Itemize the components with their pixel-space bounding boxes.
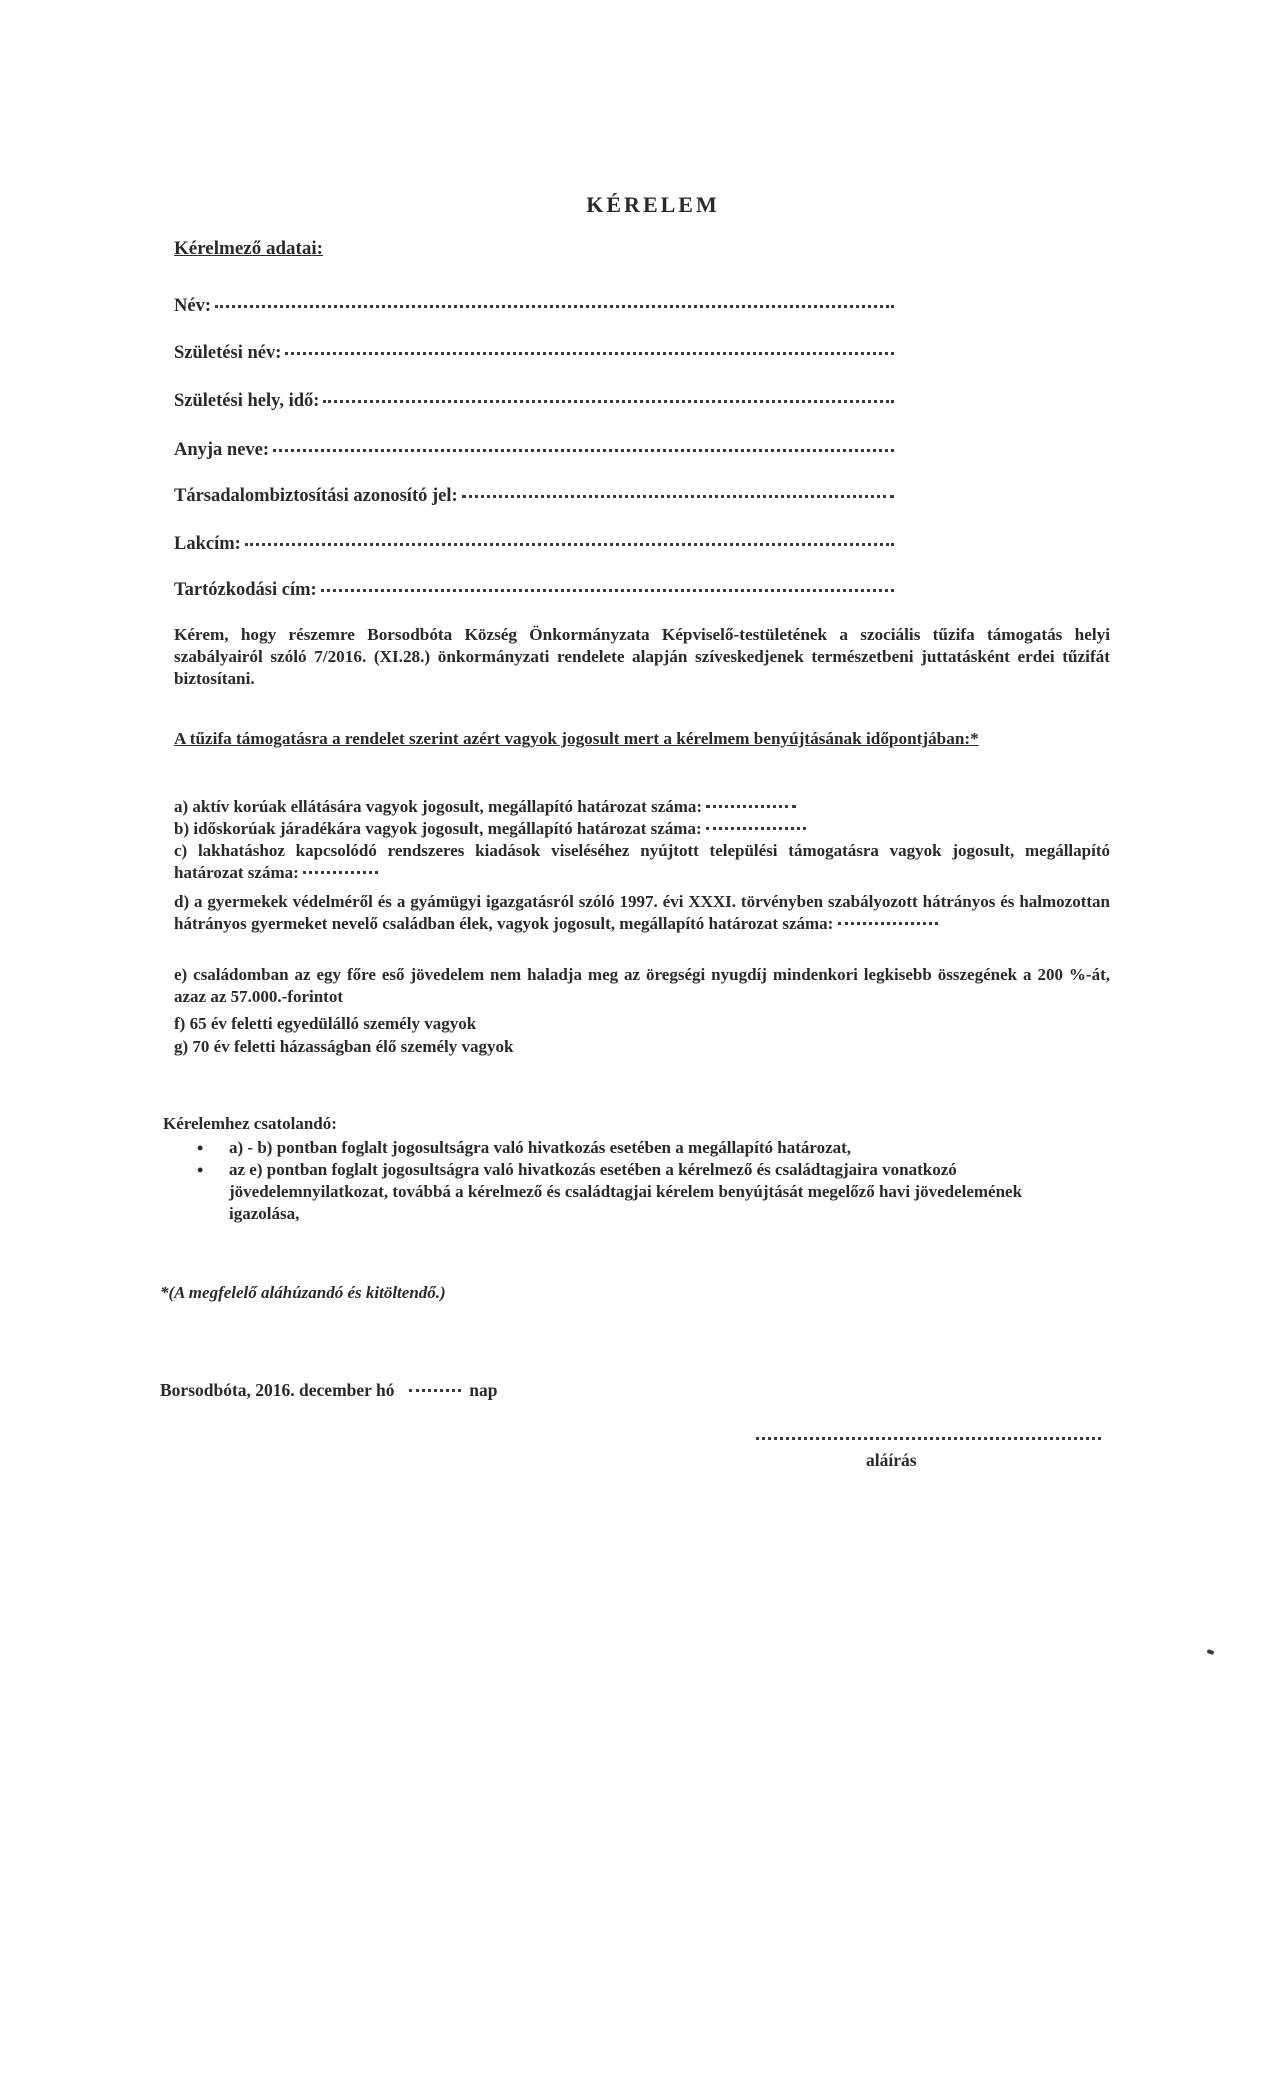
field-social-security-id [174, 486, 894, 507]
option-a[interactable]: a) aktív korúak ellátására vagyok jogosult, megállapító határozat száma: [174, 796, 1110, 818]
attachment-item: • a) - b) pontban foglalt jogosultságra való hivatkozás esetében a megállapító határozat, [219, 1137, 1095, 1159]
document-title: KÉRELEM [586, 192, 720, 217]
field-label: Tartózkodási cím: [174, 580, 317, 600]
field-residence [174, 580, 894, 601]
date-line: Borsodbóta, 2016. december hó nap [160, 1380, 498, 1400]
attachments-heading: Kérelemhez csatolandó: [163, 1114, 337, 1133]
field-label: Lakcím: [174, 534, 241, 554]
fill-in-line[interactable] [303, 871, 378, 874]
day-fill-in[interactable] [409, 1389, 461, 1392]
field-birth-place-date [174, 391, 894, 412]
fill-in-line[interactable] [215, 305, 894, 308]
fill-in-line[interactable] [838, 922, 938, 925]
field-label: Születési hely, idő: [174, 391, 320, 411]
option-d[interactable]: d) a gyermekek védelméről és a gyámügyi igazgatásról szóló 1997. évi XXXI. törvényben szabályozott hátrányos és halmozottan hátrányos gyermeket nevelő családban élek, vagyok jogosult, megállapító határozat száma: [174, 892, 1110, 933]
attachments-section [163, 1113, 1095, 1225]
field-label: Társadalombiztosítási azonosító jel: [174, 486, 458, 506]
eligibility-heading: A tűzifa támogatásra a rendelet szerint azért vagyok jogosult mert a kérelmem benyújtásának időpontjában:* [174, 729, 979, 748]
signature-label: aláírás [866, 1450, 917, 1470]
fill-in-line[interactable] [462, 495, 894, 498]
applicant-data-heading: Kérelmező adatai: [174, 238, 323, 259]
field-name [174, 296, 894, 317]
field-label: Név: [174, 296, 211, 316]
fill-in-line[interactable] [706, 827, 806, 830]
scan-speck [1207, 1649, 1215, 1655]
attachments-list [185, 1137, 1095, 1225]
option-e[interactable]: e) családomban az egy főre eső jövedelem nem haladja meg az öregségi nyugdíj mindenkori legkisebb összegének a 200 %-át, azaz az 57.000.-forintot [174, 965, 1110, 1006]
fill-in-line[interactable] [321, 589, 894, 592]
field-birth-name [174, 343, 894, 364]
footnote: *(A megfelelő aláhúzandó és kitöltendő.) [160, 1283, 446, 1302]
fill-in-line[interactable] [323, 400, 894, 403]
field-label: Születési név: [174, 343, 282, 363]
option-f[interactable]: f) 65 év feletti egyedülálló személy vagyok [174, 1014, 477, 1033]
field-address [174, 534, 894, 555]
option-c[interactable]: c) lakhatáshoz kapcsolódó rendszeres kiadások viseléséhez nyújtott települési támogatásra vagyok jogosult, megállapító határozat száma: [174, 841, 1110, 882]
signature-line[interactable] [756, 1437, 1101, 1440]
request-paragraph: Kérem, hogy részemre Borsodbóta Község Önkormányzata Képviselő-testületének a szociális tűzifa támogatás helyi szabályairól szóló 7/2016. (XI.28.) önkormányzati rendelete alapján szíveskedjenek természetbeni juttatásként erdei tűzifát biztosítani. [174, 625, 1110, 688]
fill-in-line[interactable] [273, 449, 894, 452]
option-g[interactable]: g) 70 év feletti házasságban élő személy vagyok [174, 1037, 514, 1056]
fill-in-line[interactable] [285, 352, 894, 355]
fill-in-line[interactable] [706, 805, 796, 808]
field-mother-name [174, 440, 894, 461]
attachment-item: • az e) pontban foglalt jogosultságra való hivatkozás esetében a kérelmező és családtagjaira vonatkozó jövedelemnyilatkozat, továbbá a kérelmező és családtagjai kérelem benyújtását megelőző havi jövedelemének igazolása, [219, 1159, 1095, 1225]
fill-in-line[interactable] [245, 543, 894, 546]
option-b[interactable]: b) időskorúak járadékára vagyok jogosult, megállapító határozat száma: [174, 818, 1110, 840]
field-label: Anyja neve: [174, 440, 270, 460]
